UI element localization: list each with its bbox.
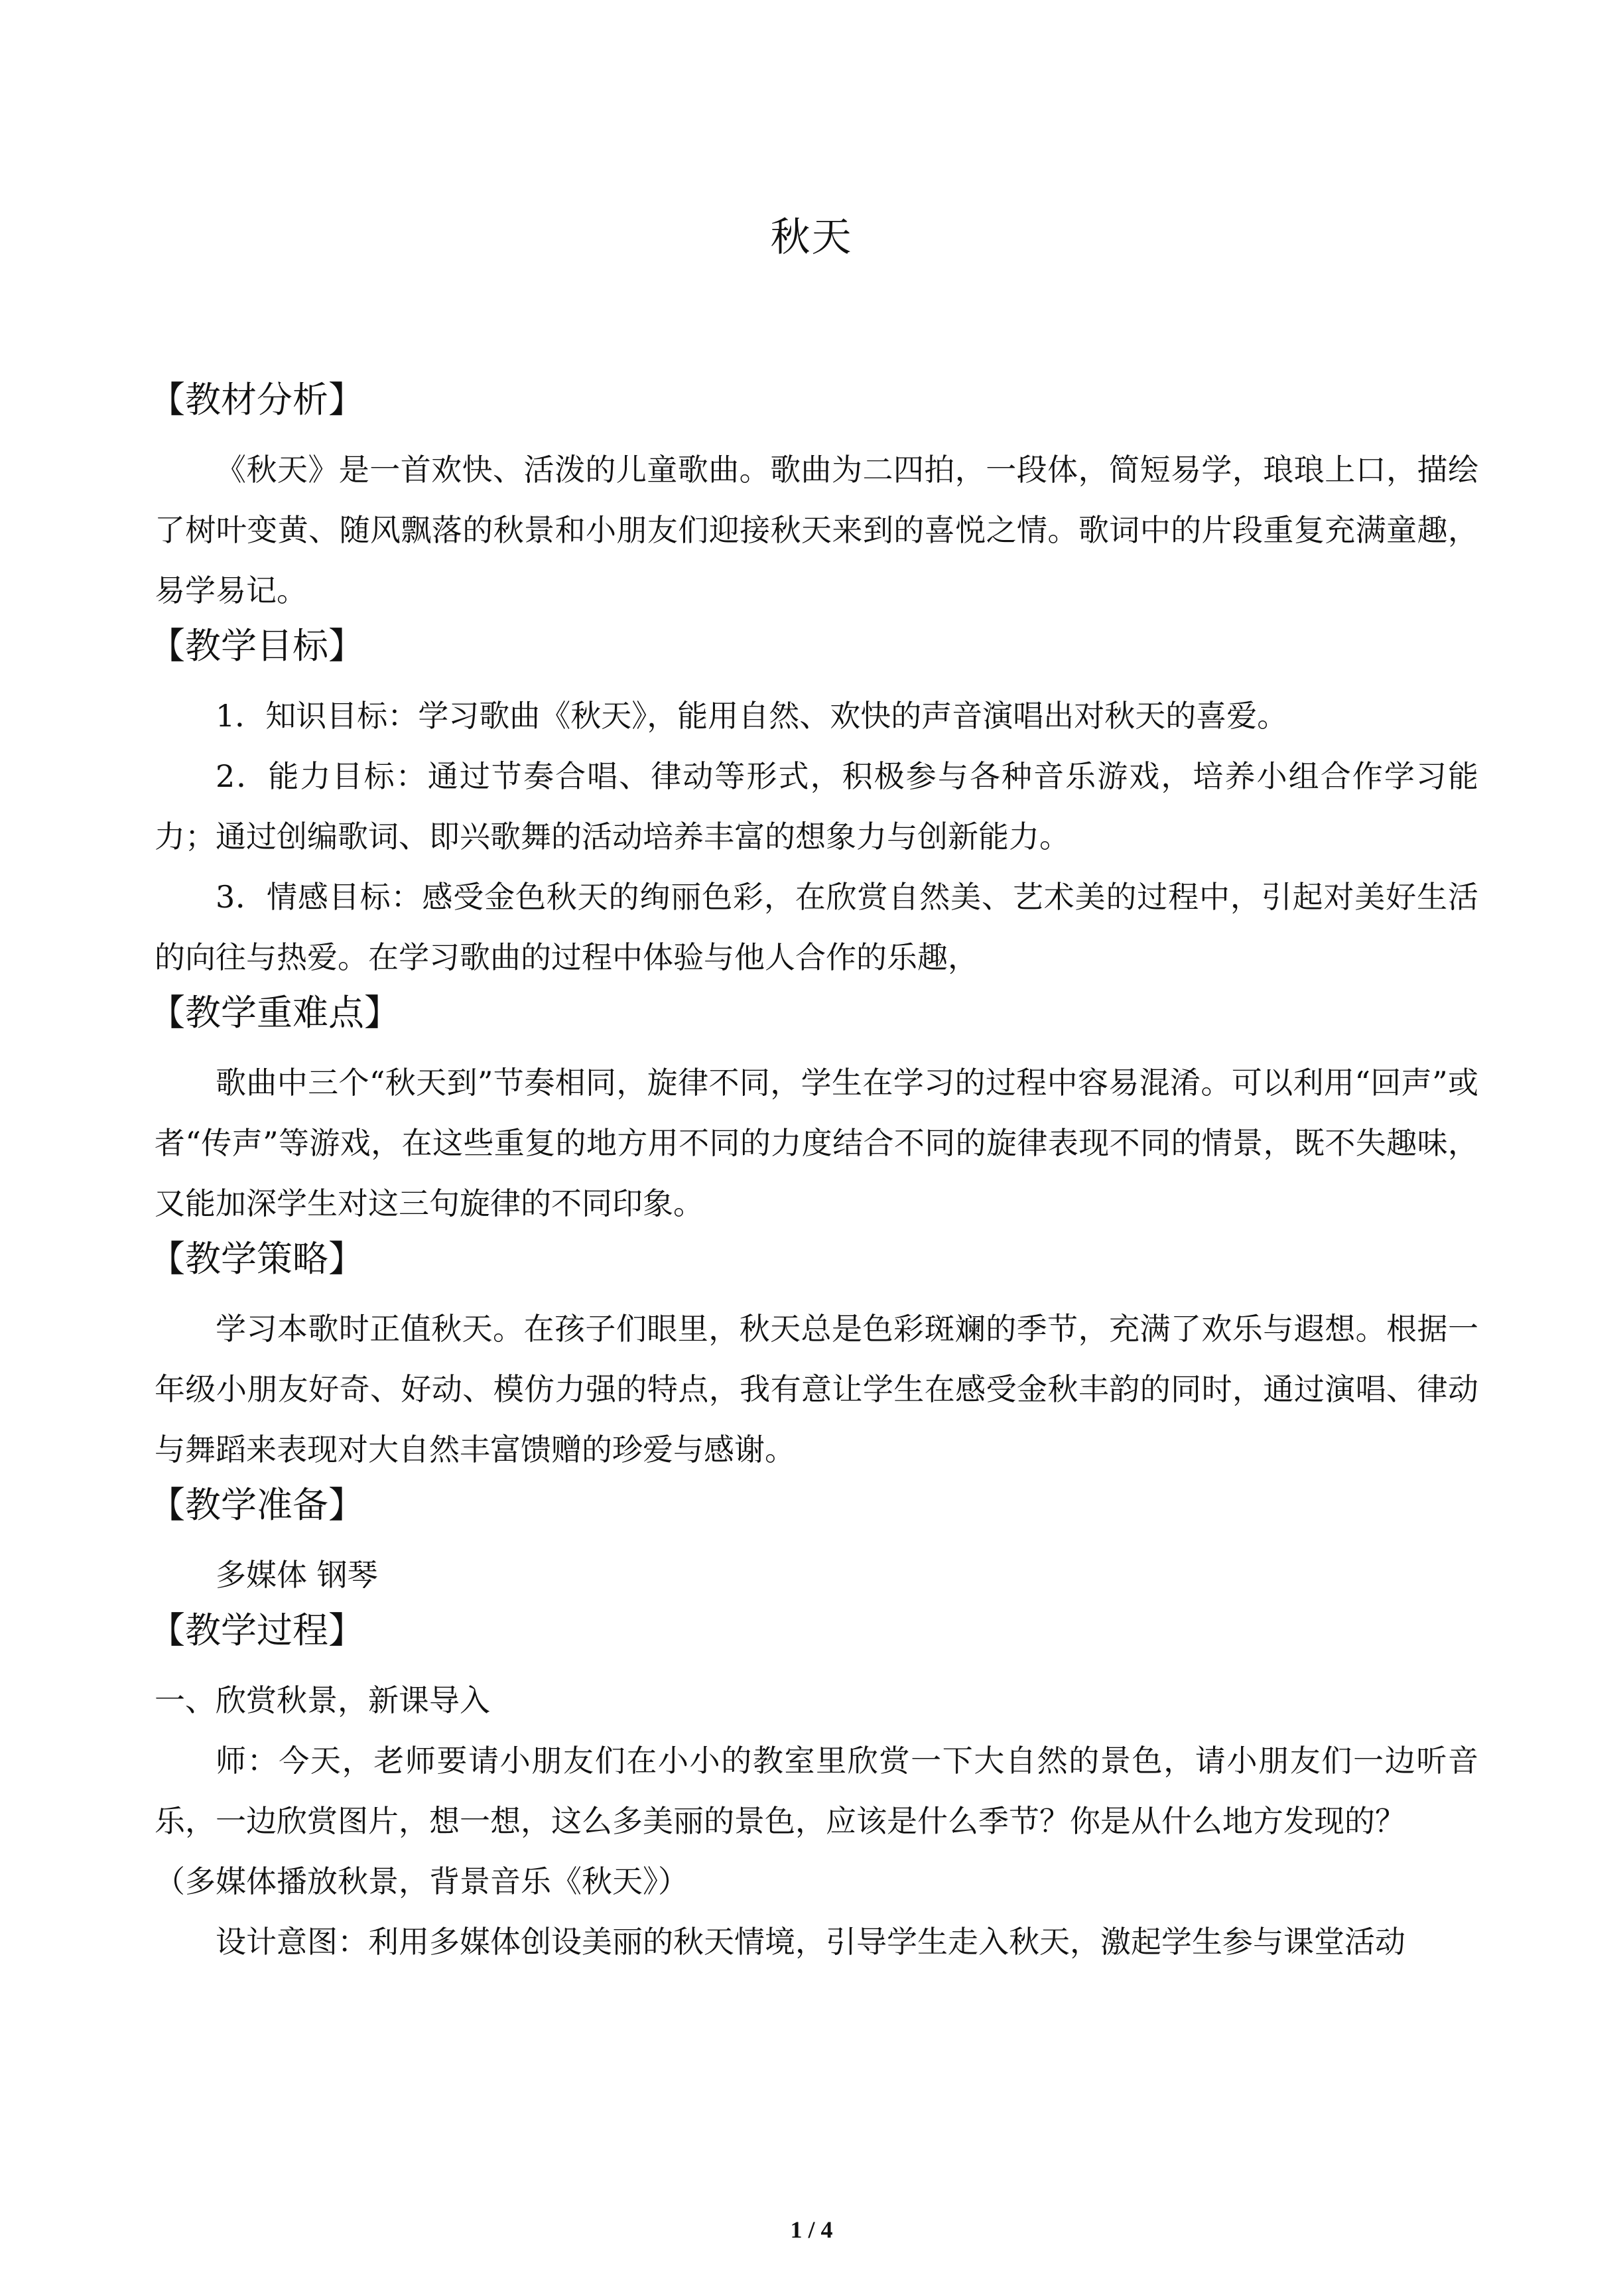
media-note: （多媒体播放秋景，背景音乐《秋天》） <box>155 1863 688 1899</box>
heading-objectives: 【教学目标】 <box>149 625 364 667</box>
objective-item-1: 1．知识目标：学习歌曲《秋天》，能用自然、欢快的声音演唱出对秋天的喜爱。 <box>216 698 1288 734</box>
teacher-paragraph: 师：今天，老师要请小朋友们在小小的教室里欣赏一下大自然的景色，请小朋友们一边听音乐，一边欣赏图片，想一想，这么多美丽的景色，应该是什么季节？你是从什么地方发现的？ <box>155 1743 1478 1839</box>
objective-item-2: 2．能力目标：通过节奏合唱、律动等形式，积极参与各种音乐游戏，培养小组合作学习能力；通过创编歌词、即兴歌舞的活动培养丰富的想象力与创新能力。 <box>155 758 1478 854</box>
heading-analysis: 【教材分析】 <box>149 379 364 421</box>
heading-strategy: 【教学策略】 <box>149 1238 364 1280</box>
heading-difficulties: 【教学重难点】 <box>149 992 400 1034</box>
heading-preparation: 【教学准备】 <box>149 1484 364 1526</box>
difficulties-paragraph: 歌曲中三个“秋天到”节奏相同，旋律不同，学生在学习的过程中容易混淆。可以利用“回声”或者“传声”等游戏，在这些重复的地方用不同的力度结合不同的旋律表现不同的情景，既不失趣味，又能加深学生对这三句旋律的不同印象。 <box>155 1065 1478 1221</box>
page-number: 1 / 4 <box>790 2216 833 2243</box>
strategy-paragraph: 学习本歌时正值秋天。在孩子们眼里，秋天总是色彩斑斓的季节，充满了欢乐与遐想。根据一年级小朋友好奇、好动、模仿力强的特点，我有意让学生在感受金秋丰韵的同时，通过演唱、律动与舞蹈来表现对大自然丰富馈赠的珍爱与感谢。 <box>155 1311 1478 1467</box>
analysis-paragraph: 《秋天》是一首欢快、活泼的儿童歌曲。歌曲为二四拍，一段体，简短易学，琅琅上口，描绘了树叶变黄、随风飘落的秋景和小朋友们迎接秋天来到的喜悦之情。歌词中的片段重复充满童趣，易学易记。 <box>155 452 1478 608</box>
objective-item-3: 3．情感目标：感受金色秋天的绚丽色彩，在欣赏自然美、艺术美的过程中，引起对美好生活的向往与热爱。在学习歌曲的过程中体验与他人合作的乐趣， <box>155 879 1478 975</box>
preparation-paragraph: 多媒体 钢琴 <box>216 1557 378 1593</box>
design-intent-paragraph: 设计意图：利用多媒体创设美丽的秋天情境，引导学生走入秋天，激起学生参与课堂活动 <box>216 1924 1405 1960</box>
process-step-title: 一、欣赏秋景，新课导入 <box>155 1682 490 1718</box>
heading-process: 【教学过程】 <box>149 1609 364 1651</box>
document-title: 秋天 <box>770 214 853 261</box>
document-body <box>149 375 1478 1972</box>
